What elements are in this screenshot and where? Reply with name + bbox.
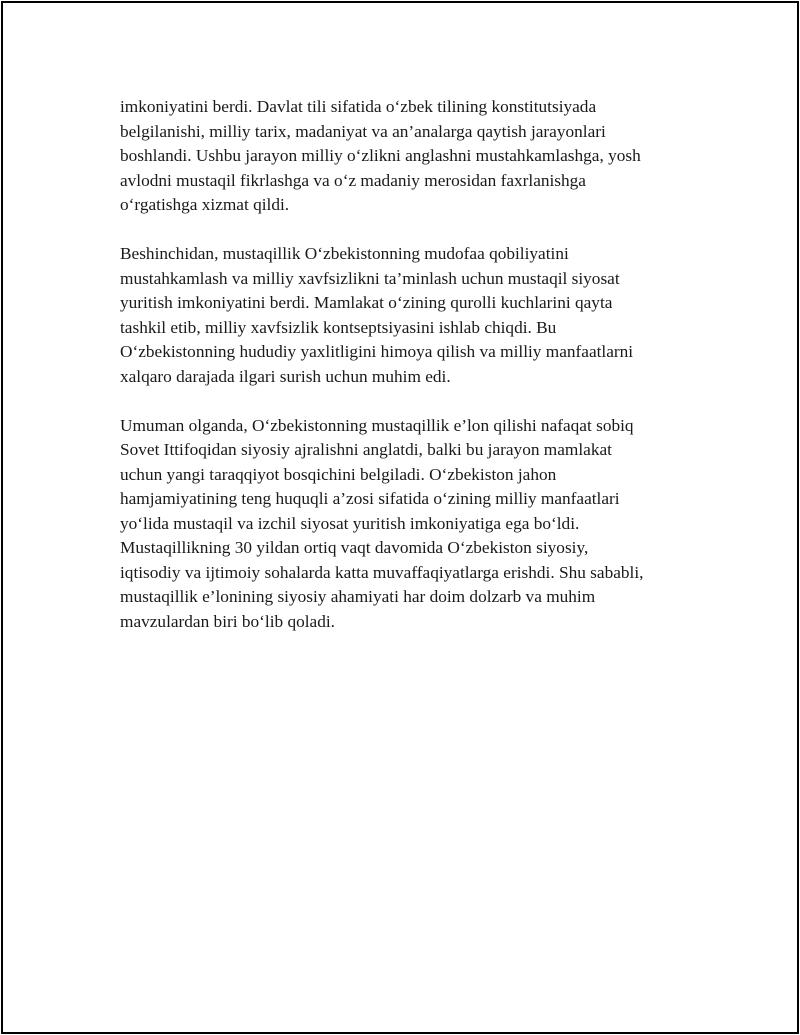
paragraph-defense-security bbox=[120, 242, 700, 389]
text-line: tashkil etib, milliy xavfsizlik kontseptsiyasini ishlab chiqdi. Bu bbox=[120, 317, 557, 337]
text-line: avlodni mustaqil fikrlashga va o‘z madaniy merosidan faxrlanishga bbox=[120, 170, 586, 190]
text-line: boshlandi. Ushbu jarayon milliy o‘zlikni anglashni mustahkamlashga, yosh bbox=[120, 146, 641, 165]
text-line: Umuman olganda, O‘zbekistonning mustaqillik e’lon qilishi nafaqat sobiq bbox=[120, 415, 634, 435]
text-line: uchun yangi taraqqiyot bosqichini belgiladi. O‘zbekiston jahon bbox=[120, 464, 557, 484]
text-line: o‘rgatishga xizmat qildi. bbox=[120, 195, 290, 214]
document-body bbox=[120, 95, 700, 659]
text-line: Mustaqillikning 30 yildan ortiq vaqt davomida O‘zbekiston siyosiy, bbox=[120, 538, 589, 557]
paragraph-conclusion bbox=[120, 414, 700, 635]
text-line: O‘zbekistonning hududiy yaxlitligini himoya qilish va milliy manfaatlarni bbox=[120, 342, 634, 361]
text-line: mavzulardan biri bo‘lib qoladi. bbox=[120, 611, 335, 631]
text-line: mustahkamlash va milliy xavfsizlikni ta’minlash uchun mustaqil siyosat bbox=[120, 268, 620, 288]
text-line: Beshinchidan, mustaqillik O‘zbekistonning mudofaa qobiliyatini bbox=[120, 244, 569, 263]
text-line: yuritish imkoniyatini berdi. Mamlakat o‘zining qurolli kuchlarini qayta bbox=[120, 293, 613, 312]
paragraph-cultural-identity bbox=[120, 95, 700, 218]
text-line: imkoniyatini berdi. Davlat tili sifatida o‘zbek tilining konstitutsiyada bbox=[120, 97, 597, 116]
text-line: mustaqillik e’lonining siyosiy ahamiyati har doim dolzarb va muhim bbox=[120, 587, 596, 606]
text-line: iqtisodiy va ijtimoiy sohalarda katta muvaffaqiyatlarga erishdi. Shu sababli, bbox=[120, 562, 644, 582]
text-line: yo‘lida mustaqil va izchil siyosat yuritish imkoniyatiga ega bo‘ldi. bbox=[120, 513, 580, 533]
text-line: belgilanishi, milliy tarix, madaniyat va an’analarga qaytish jarayonlari bbox=[120, 121, 606, 141]
text-line: xalqaro darajada ilgari surish uchun muhim edi. bbox=[120, 366, 451, 386]
text-line: Sovet Ittifoqidan siyosiy ajralishni anglatdi, balki bu jarayon mamlakat bbox=[120, 440, 612, 459]
page-frame bbox=[1, 1, 799, 1034]
text-line: hamjamiyatining teng huquqli a’zosi sifatida o‘zining milliy manfaatlari bbox=[120, 489, 620, 508]
